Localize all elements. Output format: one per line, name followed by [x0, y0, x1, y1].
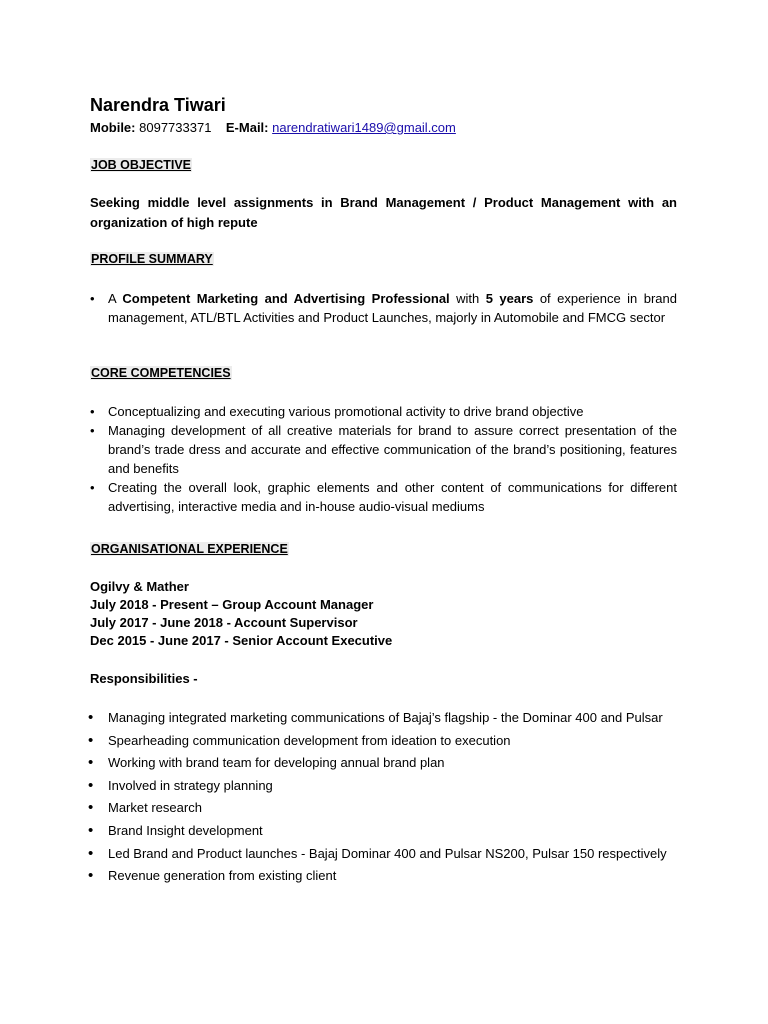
list-item: • Creating the overall look, graphic elements and other content of communications for different advertising, interactive media and in-house audio-visual mediums [90, 478, 677, 516]
role-line: July 2018 - Present – Group Account Manager [90, 597, 374, 612]
list-item: • Working with brand team for developing annual brand plan [90, 752, 670, 775]
core-competencies-list [90, 402, 677, 516]
responsibilities-list [90, 707, 670, 888]
role-line: July 2017 - June 2018 - Account Supervisor [90, 615, 358, 630]
list-item: • Led Brand and Product launches - Bajaj Dominar 400 and Pulsar NS200, Pulsar 150 respectively [90, 843, 670, 866]
list-item: • Revenue generation from existing client [90, 865, 670, 888]
list-item: • Conceptualizing and executing various promotional activity to drive brand objective [90, 402, 677, 421]
list-item: • Spearheading communication development from ideation to execution [90, 730, 670, 753]
list-item: • Involved in strategy planning [90, 775, 670, 798]
email-link[interactable]: narendratiwari1489@gmail.com [272, 120, 456, 135]
organisational-experience-heading: ORGANISATIONAL EXPERIENCE [91, 542, 288, 556]
mobile-label: Mobile: [90, 120, 136, 135]
profile-summary-heading: PROFILE SUMMARY [91, 252, 213, 266]
list-item: • Managing development of all creative materials for brand to assure correct presentation of the brand’s trade dress and accurate and effective communication of the brand’s positioning, features and benefits [90, 421, 677, 478]
email-label: E-Mail: [225, 120, 269, 135]
list-item: • Market research [90, 797, 670, 820]
core-competencies-heading: CORE COMPETENCIES [91, 366, 231, 380]
role-line: Dec 2015 - June 2017 - Senior Account Executive [90, 633, 393, 648]
list-item: • Brand Insight development [90, 820, 670, 843]
list-item: • Managing integrated marketing communications of Bajaj’s flagship - the Dominar 400 and Pulsar [90, 707, 670, 730]
list-item: • A Competent Marketing and Advertising Professional with 5 years of experience in brand management, ATL/BTL Activities and Product Launches, majorly in Automobile and FMCG sector [90, 289, 677, 327]
job-objective-heading: JOB OBJECTIVE [91, 158, 192, 172]
profile-summary-list [90, 289, 677, 327]
candidate-name: Narendra Tiwari [90, 95, 226, 115]
company-name: Ogilvy & Mather [90, 579, 189, 594]
mobile-number: 8097733371 [139, 120, 212, 135]
responsibilities-label: Responsibilities - [90, 671, 198, 686]
job-objective-text: Seeking middle level assignments in Brand Management / Product Management with an organization of high repute [90, 195, 677, 230]
contact-line [90, 120, 456, 135]
